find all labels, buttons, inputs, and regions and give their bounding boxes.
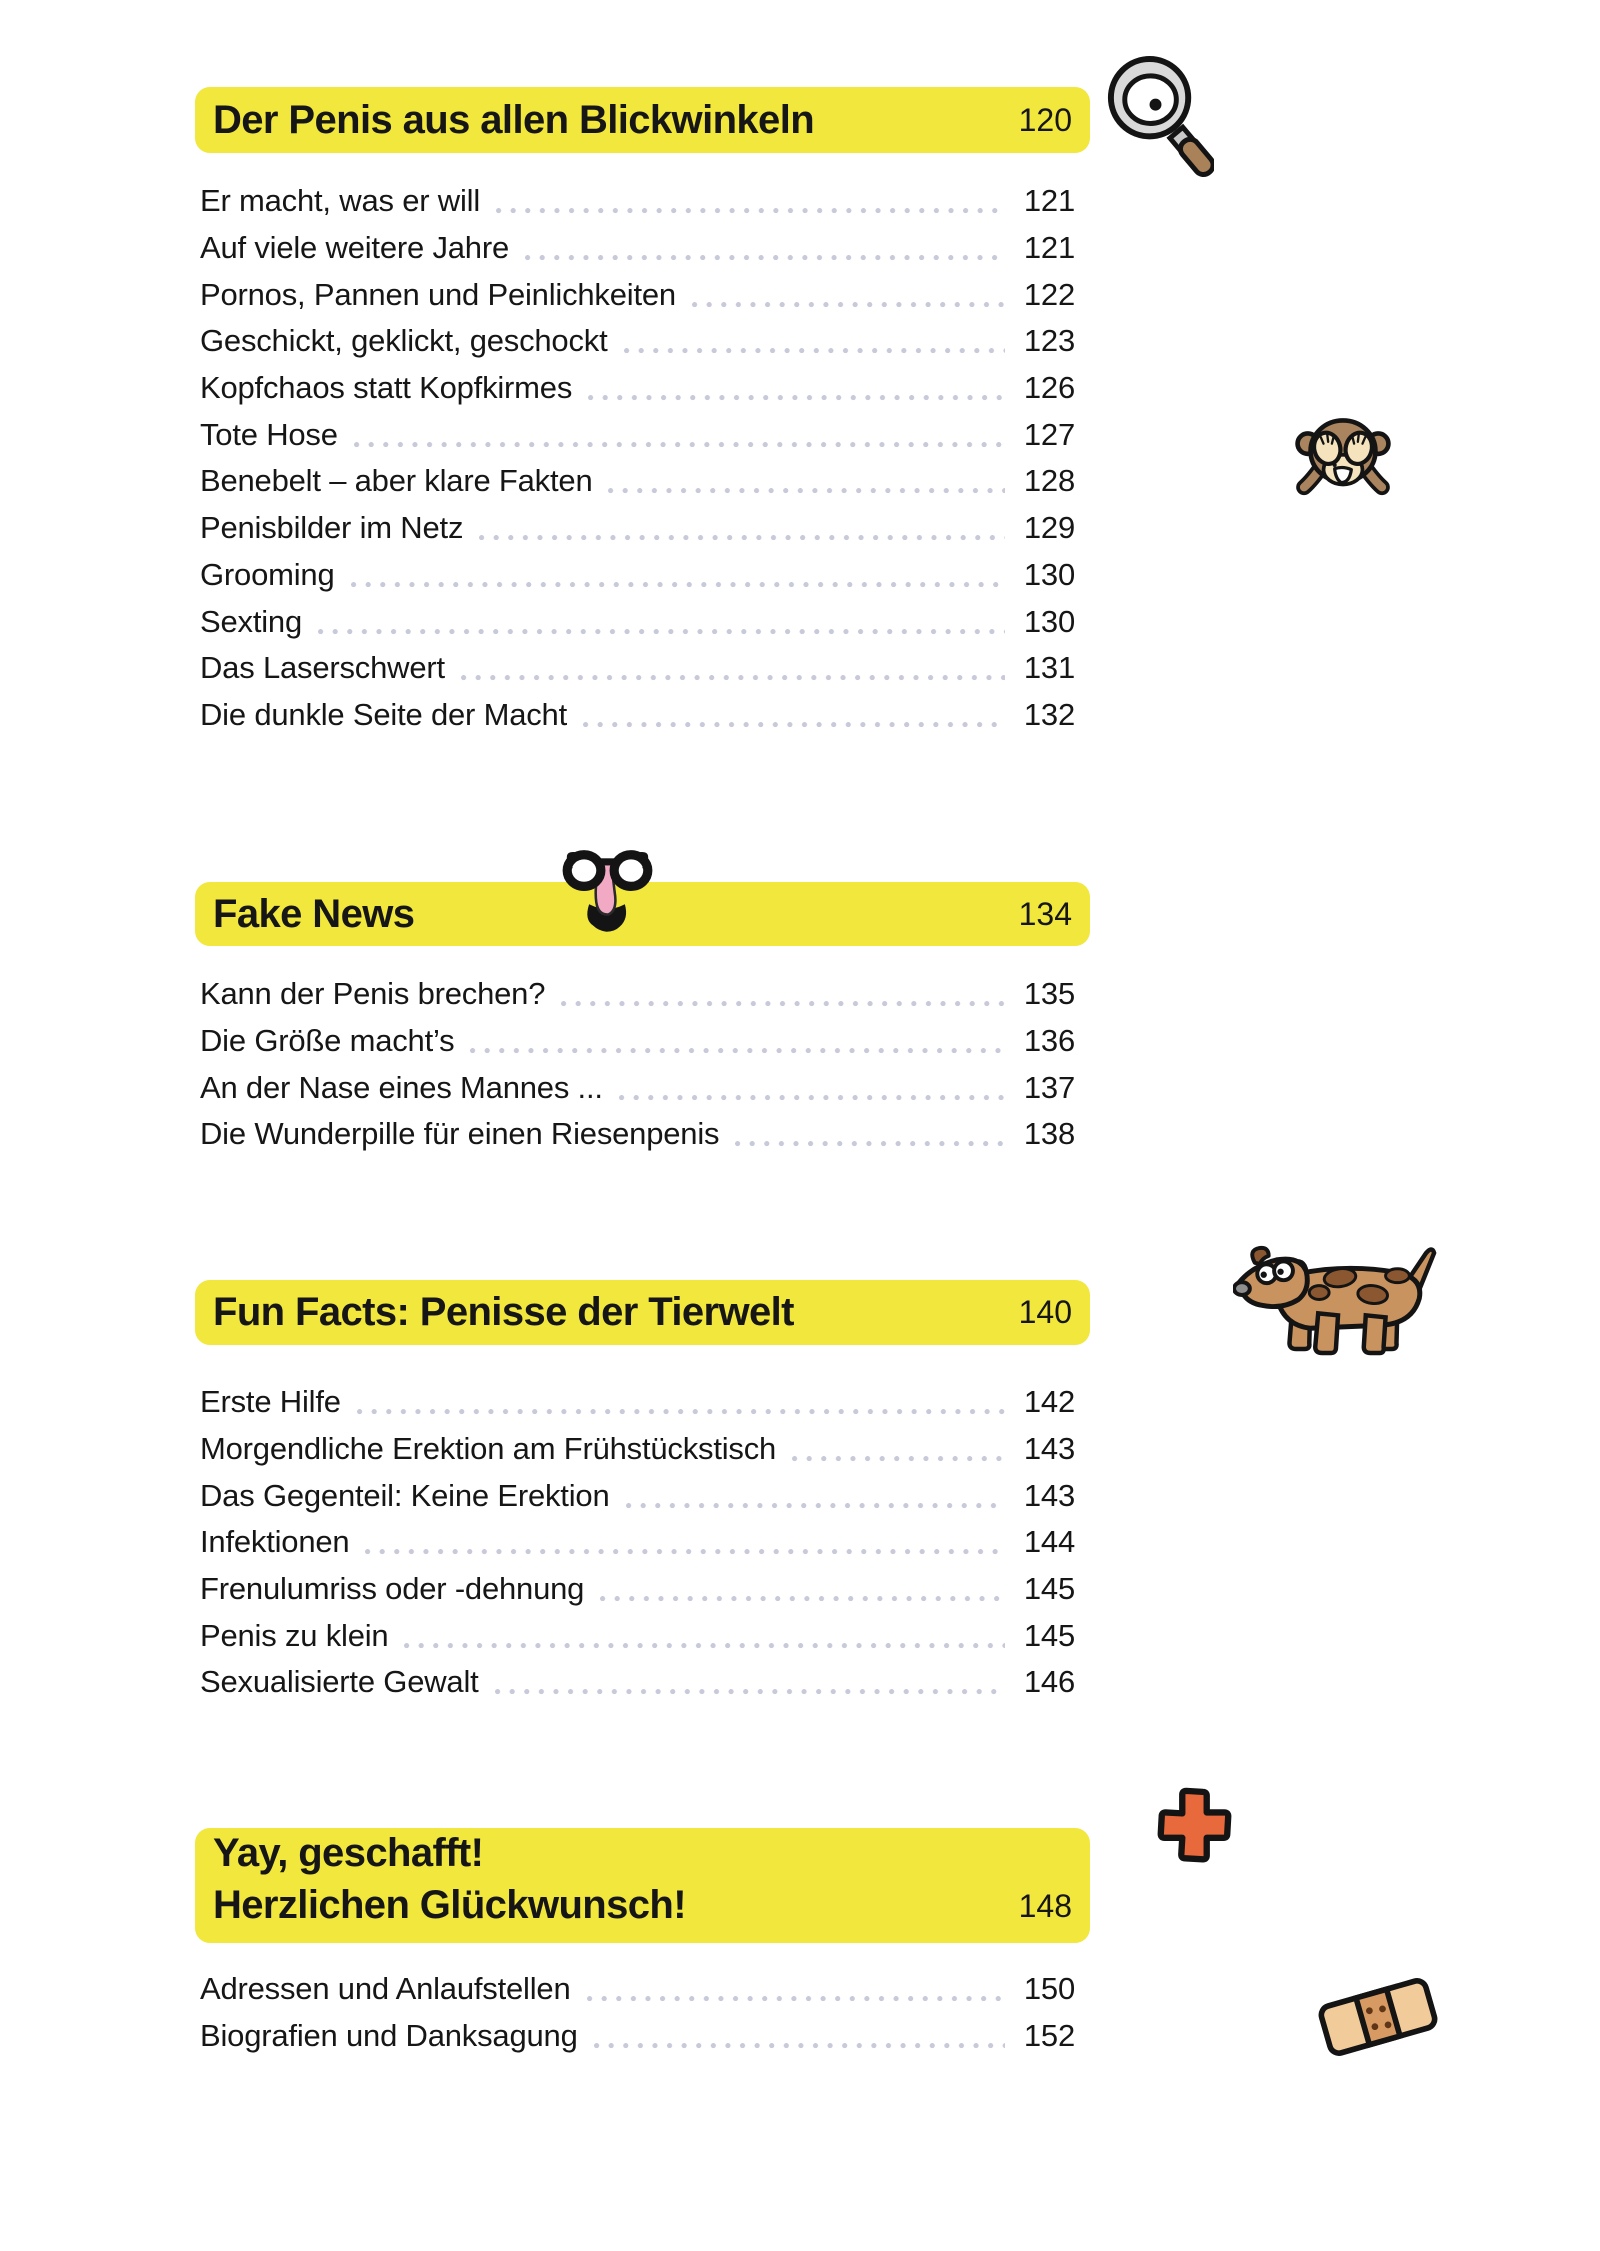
toc-entry-page: 126: [1023, 370, 1075, 406]
see-no-evil-monkey-icon: [1292, 414, 1394, 516]
section-title: [213, 1817, 686, 1943]
dot-leader: [351, 582, 1005, 588]
toc-entry-page: 123: [1023, 323, 1075, 359]
toc-entry-page: 129: [1023, 510, 1075, 546]
toc-entries-section-1: [200, 178, 1075, 738]
toc-entry-page: 145: [1023, 1617, 1075, 1653]
toc-entry: [200, 1064, 1075, 1111]
toc-entry-page: 128: [1023, 463, 1075, 499]
toc-entry-page: 146: [1023, 1664, 1075, 1700]
toc-entry-page: 152: [1023, 2018, 1075, 2054]
toc-entry-label: Morgendliche Erektion am Frühstückstisch: [200, 1431, 777, 1467]
section-title-line2: Herzlichen Glückwunsch!: [213, 1883, 686, 1927]
toc-entry: [200, 411, 1075, 458]
toc-entry-label: Grooming: [200, 556, 335, 592]
toc-entry: [200, 1966, 1075, 2013]
toc-entry-label: Adressen und Anlaufstellen: [200, 1971, 571, 2007]
toc-entry: [200, 1659, 1075, 1706]
toc-entry-label: Kopfchaos statt Kopfkirmes: [200, 370, 573, 406]
toc-entry-label: Die Größe macht’s: [200, 1023, 455, 1059]
toc-entry: [200, 552, 1075, 599]
toc-entry: [200, 1018, 1075, 1065]
section-page-number: 140: [1018, 1294, 1072, 1330]
toc-entry-page: 145: [1023, 1571, 1075, 1607]
toc-entry: [200, 971, 1075, 1018]
dot-leader: [792, 1456, 1005, 1462]
dot-leader: [404, 1643, 1005, 1649]
section-title: Fun Facts: Penisse der Tierwelt: [213, 1290, 794, 1334]
section-page-number: 120: [1018, 101, 1072, 138]
toc-entry-label: Die Wunderpille für einen Riesenpenis: [200, 1116, 720, 1152]
toc-entry-label: Pornos, Pannen und Peinlichkeiten: [200, 276, 676, 312]
dot-leader: [354, 442, 1005, 448]
dot-leader: [357, 1409, 1005, 1415]
toc-entry: [200, 598, 1075, 645]
dot-leader: [626, 1503, 1006, 1509]
toc-entries-section-4: [200, 1966, 1075, 2059]
toc-entry-label: Kann der Penis brechen?: [200, 976, 546, 1012]
toc-entry: [200, 318, 1075, 365]
dot-leader: [561, 1001, 1005, 1007]
dot-leader: [608, 488, 1005, 494]
dot-leader: [479, 535, 1005, 541]
section-title-line1: Yay, geschafft!: [213, 1831, 484, 1875]
toc-entry-label: Frenulumriss oder -dehnung: [200, 1571, 585, 1607]
toc-entry-label: Sexualisierte Gewalt: [200, 1664, 479, 1700]
section-page-number: 148: [1018, 1888, 1072, 1924]
toc-entry-page: 144: [1023, 1524, 1075, 1560]
dot-leader: [587, 1996, 1005, 2002]
dot-leader: [470, 1048, 1005, 1054]
section-header-3: [195, 1280, 1090, 1345]
toc-entry-label: Das Laserschwert: [200, 650, 445, 686]
toc-entry-label: Das Gegenteil: Keine Erektion: [200, 1477, 610, 1513]
toc-entry-label: Erste Hilfe: [200, 1384, 341, 1420]
toc-entry: [200, 2013, 1075, 2060]
toc-entry-page: 121: [1023, 183, 1075, 219]
toc-entry-page: 142: [1023, 1384, 1075, 1420]
dot-leader: [735, 1141, 1005, 1147]
toc-entry-page: 121: [1023, 230, 1075, 266]
toc-entry: [200, 1111, 1075, 1158]
toc-entry-page: 135: [1023, 976, 1075, 1012]
toc-entry: [200, 692, 1075, 739]
toc-entry-page: 143: [1023, 1431, 1075, 1467]
toc-entry: [200, 271, 1075, 318]
toc-entry-page: 127: [1023, 416, 1075, 452]
dot-leader: [588, 395, 1005, 401]
toc-entry-page: 130: [1023, 556, 1075, 592]
toc-entry-label: Penisbilder im Netz: [200, 510, 464, 546]
toc-entry: [200, 505, 1075, 552]
toc-entry: [200, 458, 1075, 505]
dot-leader: [365, 1549, 1005, 1555]
dot-leader: [583, 722, 1005, 728]
toc-entries-section-3: [200, 1379, 1075, 1706]
section-header-1: [195, 87, 1090, 153]
dot-leader: [624, 348, 1006, 354]
dot-leader: [318, 629, 1005, 635]
section-page-number: 134: [1018, 895, 1072, 932]
magnifier-icon: [1100, 52, 1214, 186]
first-aid-cross-icon: [1150, 1784, 1238, 1876]
section-title: Der Penis aus allen Blickwinkeln: [213, 97, 815, 142]
toc-entry: [200, 1379, 1075, 1426]
dot-leader: [496, 208, 1005, 214]
toc-entry: [200, 365, 1075, 412]
toc-entry-label: Auf viele weitere Jahre: [200, 230, 510, 266]
toc-entry: [200, 1612, 1075, 1659]
dot-leader: [525, 255, 1005, 261]
toc-entry: [200, 1566, 1075, 1613]
dot-leader: [692, 302, 1005, 308]
toc-entry-label: Die dunkle Seite der Macht: [200, 696, 567, 732]
section-header-4: [195, 1828, 1090, 1943]
toc-entry-page: 138: [1023, 1116, 1075, 1152]
toc-entry-label: Geschickt, geklickt, geschockt: [200, 323, 608, 359]
toc-entry-page: 130: [1023, 603, 1075, 639]
toc-entry-label: Infektionen: [200, 1524, 350, 1560]
toc-entry-page: 136: [1023, 1023, 1075, 1059]
toc-entry: [200, 645, 1075, 692]
dot-leader: [461, 675, 1005, 681]
dot-leader: [600, 1596, 1005, 1602]
toc-entry-label: Tote Hose: [200, 416, 338, 452]
bandage-icon: [1314, 1973, 1441, 2061]
toc-entry-label: Sexting: [200, 603, 302, 639]
toc-entry-page: 150: [1023, 1971, 1075, 2007]
toc-entry-page: 122: [1023, 276, 1075, 312]
toc-entries-section-2: [200, 971, 1075, 1158]
section-title: Fake News: [213, 891, 415, 936]
toc-entry-label: Biografien und Danksagung: [200, 2018, 578, 2054]
disguise-glasses-icon: [560, 843, 655, 943]
toc-entry-label: Benebelt – aber klare Fakten: [200, 463, 593, 499]
toc-entry: [200, 1426, 1075, 1473]
toc-entry: [200, 178, 1075, 225]
toc-entry: [200, 225, 1075, 272]
toc-entry-page: 132: [1023, 696, 1075, 732]
toc-entry-page: 131: [1023, 650, 1075, 686]
toc-entry-label: Er macht, was er will: [200, 183, 481, 219]
toc-entry-page: 137: [1023, 1069, 1075, 1105]
toc-entry-label: An der Nase eines Mannes ...: [200, 1069, 603, 1105]
toc-entry: [200, 1519, 1075, 1566]
dot-leader: [619, 1095, 1005, 1101]
toc-entry-label: Penis zu klein: [200, 1617, 389, 1653]
spotted-dog-icon: [1233, 1238, 1447, 1359]
toc-entry-page: 143: [1023, 1477, 1075, 1513]
toc-entry: [200, 1472, 1075, 1519]
dot-leader: [594, 2043, 1005, 2049]
dot-leader: [495, 1689, 1005, 1695]
